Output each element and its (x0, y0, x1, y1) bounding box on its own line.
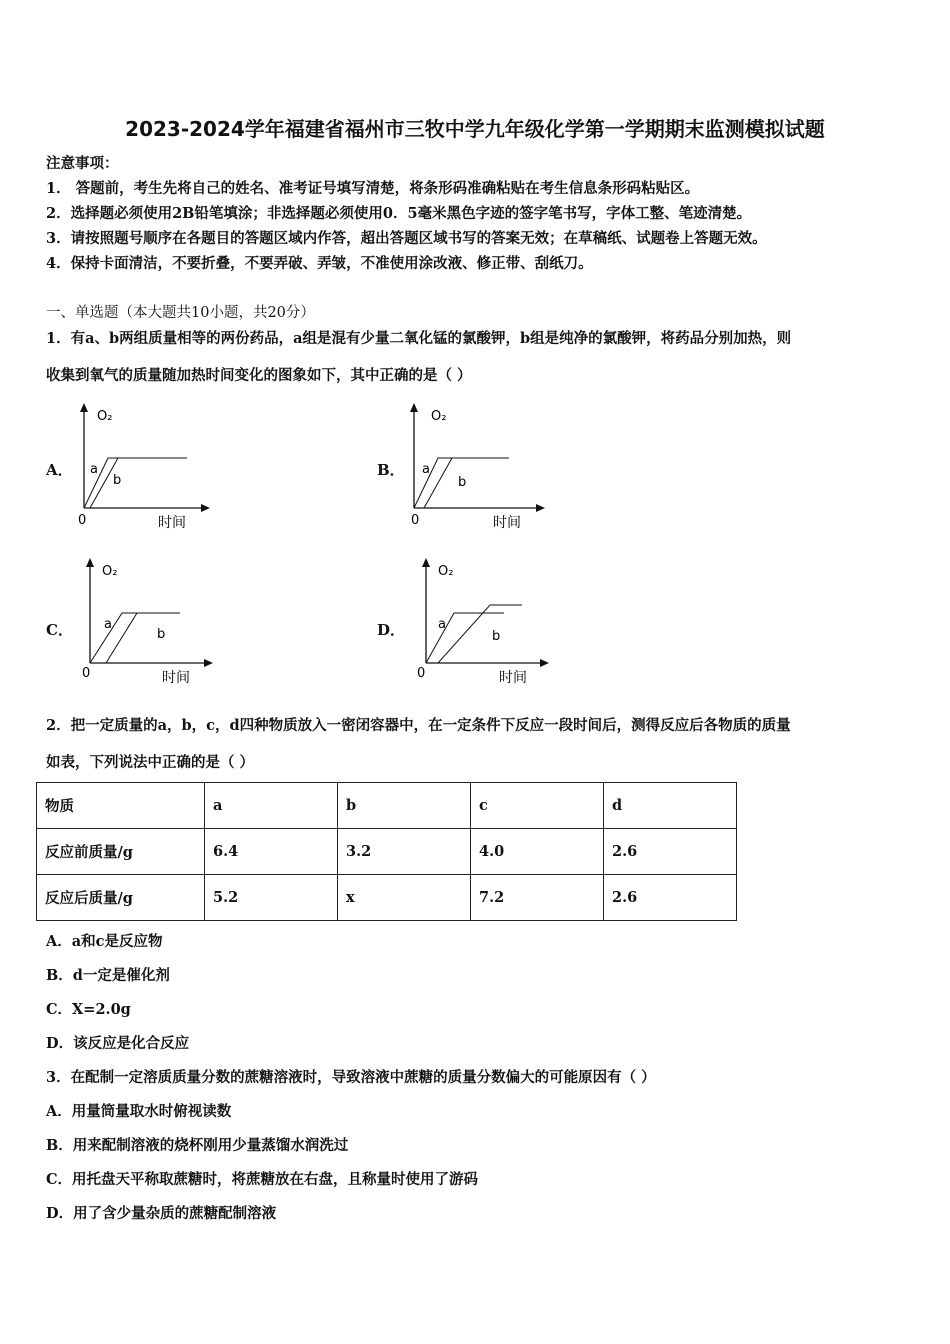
y-label: O₂ (438, 564, 454, 579)
q2-option: C．X=2.0g (46, 1001, 131, 1018)
table-cell: b (338, 783, 471, 829)
x-label: 时间 (158, 515, 186, 531)
table-cell: 反应后质量/g (37, 875, 205, 921)
q2-stem-line2: 如表，下列说法中正确的是（ ） (46, 754, 255, 771)
origin-label: 0 (82, 666, 91, 681)
q3-option: A．用量筒量取水时俯视读数 (46, 1103, 232, 1120)
q2-stem-line1: 2．把一定质量的a，b，c，d四种物质放入一密闭容器中，在一定条件下反应一段时间后，测得反应后各物质的质量 (46, 717, 791, 734)
curve-b-label: b (113, 473, 122, 488)
y-label: O₂ (431, 409, 447, 424)
q2-option: D．该反应是化合反应 (46, 1035, 190, 1052)
graph-d (408, 555, 550, 690)
table-header-row (37, 783, 737, 829)
table-cell: 2.6 (604, 875, 737, 921)
x-label: 时间 (162, 670, 190, 686)
table-cell: 3.2 (338, 829, 471, 875)
q1-option-b-label: B． (377, 461, 405, 479)
graph-b (400, 400, 545, 535)
y-label: O₂ (102, 564, 118, 579)
curve-b-label: b (492, 629, 501, 644)
notice-item: 3．请按照题号顺序在各题目的答题区域内作答，超出答题区域书写的答案无效；在草稿纸、试题卷上答题无效。 (46, 230, 767, 247)
curve-a-label: a (104, 617, 112, 632)
table-cell: 反应前质量/g (37, 829, 205, 875)
table-cell: 2.6 (604, 829, 737, 875)
q1-option-d-label: D． (377, 621, 406, 639)
curve-a-label: a (438, 617, 446, 632)
q3-option: B．用来配制溶液的烧杯刚用少量蒸馏水润洗过 (46, 1137, 349, 1154)
notice-item: 2．选择题必须使用2B铅笔填涂；非选择题必须使用0．5毫米黑色字迹的签字笔书写，字体工整、笔迹清楚。 (46, 205, 752, 222)
origin-label: 0 (78, 513, 87, 528)
curve-a (84, 458, 187, 508)
origin-label: 0 (411, 513, 420, 528)
notice-heading: 注意事项： (46, 155, 119, 172)
q3-stem: 3．在配制一定溶质质量分数的蔗糖溶液时，导致溶液中蔗糖的质量分数偏大的可能原因有（ ） (46, 1069, 656, 1086)
curve-a-label: a (422, 462, 430, 477)
table-cell: 5.2 (205, 875, 338, 921)
table-cell: a (205, 783, 338, 829)
q1-option-c-label: C． (46, 621, 73, 639)
curve-b-label: b (157, 627, 166, 642)
page-title: 2023-2024学年福建省福州市三牧中学九年级化学第一学期期末监测模拟试题 (125, 117, 825, 141)
x-label: 时间 (499, 670, 527, 686)
q2-option: A．a和c是反应物 (46, 933, 163, 950)
section-heading: 一、单选题（本大题共10小题，共20分） (46, 305, 315, 321)
q3-option: C．用托盘天平称取蔗糖时，将蔗糖放在右盘，且称量时使用了游码 (46, 1171, 479, 1188)
q1-stem-line1: 1．有a、b两组质量相等的两份药品，a组是混有少量二氧化锰的氯酸钾，b组是纯净的氯酸钾，将药品分别加热，则 (46, 330, 792, 347)
x-label: 时间 (493, 515, 521, 531)
table-cell: 4.0 (471, 829, 604, 875)
curve-a-label: a (90, 462, 98, 477)
q3-option: D．用了含少量杂质的蔗糖配制溶液 (46, 1205, 277, 1222)
table-cell: d (604, 783, 737, 829)
curve-b (438, 605, 522, 663)
graph-a (70, 400, 210, 535)
graph-c (72, 555, 214, 690)
table-cell: 6.4 (205, 829, 338, 875)
table-cell: 7.2 (471, 875, 604, 921)
table-cell: c (471, 783, 604, 829)
q1-stem-line2: 收集到氧气的质量随加热时间变化的图象如下，其中正确的是（ ） (46, 367, 472, 384)
curve-b-label: b (458, 475, 467, 490)
table-row (37, 875, 737, 921)
q1-option-a-label: A． (46, 461, 73, 479)
y-label: O₂ (97, 409, 113, 424)
table-cell: x (338, 875, 471, 921)
table-cell: 物质 (37, 783, 205, 829)
q2-option: B．d一定是催化剂 (46, 967, 170, 984)
mass-table (36, 782, 737, 921)
notice-item: 4．保持卡面清洁，不要折叠，不要弄破、弄皱，不准使用涂改液、修正带、刮纸刀。 (46, 255, 593, 272)
table-row (37, 829, 737, 875)
notice-item: 1． 答题前，考生先将自己的姓名、准考证号填写清楚，将条形码准确粘贴在考生信息条形码粘贴区。 (46, 180, 700, 197)
origin-label: 0 (417, 666, 426, 681)
